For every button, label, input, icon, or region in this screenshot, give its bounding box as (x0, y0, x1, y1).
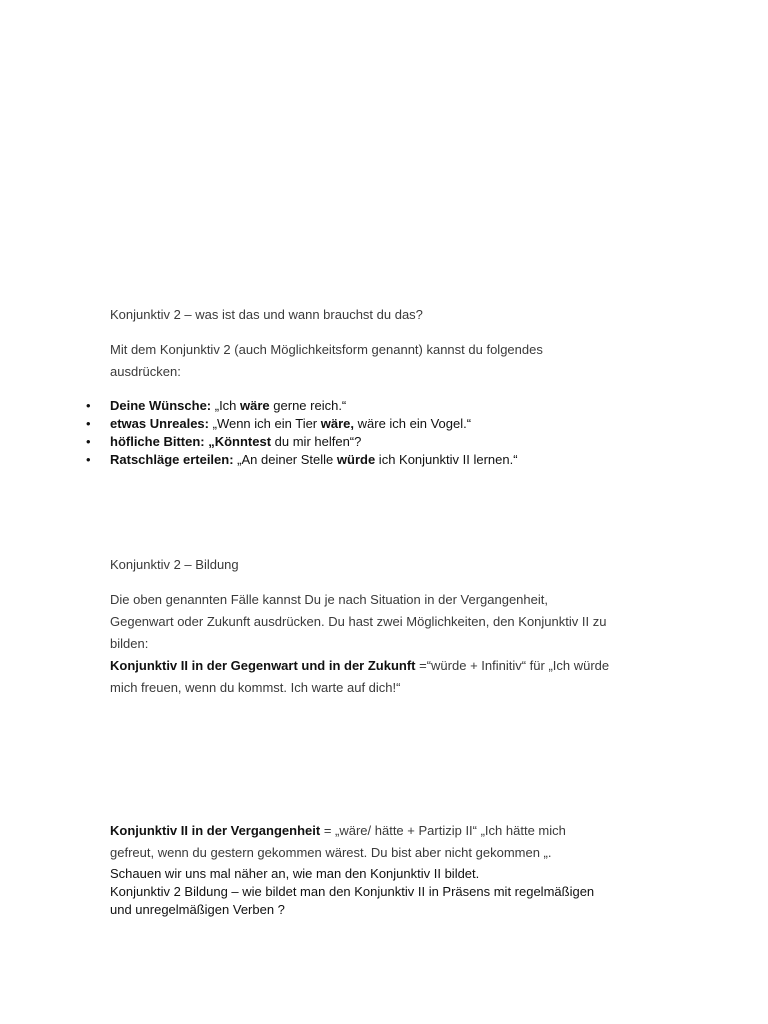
bildung-line-2: Gegenwart oder Zukunft ausdrücken. Du hast zwei Möglichkeiten, den Konjunktiv II zu (110, 614, 607, 629)
bullet-text: ich Konjunktiv II lernen.“ (375, 452, 518, 467)
intro-paragraph (110, 339, 670, 383)
heading-text: Konjunktiv 2 – was ist das und wann brauchst du das? (110, 307, 423, 322)
bullet-text: „Wenn ich ein Tier (209, 416, 321, 431)
vergangenheit-rule: = „wäre/ hätte + Partizip II“ „Ich hätte mich (320, 823, 566, 838)
bullet-dot: • (86, 452, 91, 467)
bullet-emphasis: wäre, (320, 416, 355, 431)
bullet-emphasis: würde (336, 452, 376, 467)
closing-line-2: Konjunktiv 2 Bildung – wie bildet man den Konjunktiv II in Präsens mit regelmäßigen (110, 884, 595, 899)
bullet-dot: • (86, 416, 91, 431)
heading-text: Konjunktiv 2 – Bildung (110, 557, 239, 572)
bullet-item (86, 433, 670, 451)
usage-bullet-list (86, 397, 670, 469)
closing-paragraph (110, 865, 670, 919)
bildung-paragraph (110, 589, 670, 699)
bullet-text: gerne reich.“ (269, 398, 347, 413)
vergangenheit-label: Konjunktiv II in der Vergangenheit (110, 823, 321, 838)
bullet-label: Ratschläge erteilen: (110, 452, 234, 467)
vergangenheit-line-2: gefreut, wenn du gestern gekommen wärest. Du bist aber nicht gekommen „. (110, 845, 552, 860)
bullet-item (86, 451, 670, 469)
bullet-label: etwas Unreales: (110, 416, 209, 431)
bullet-dot: • (86, 398, 91, 413)
gegenwart-label: Konjunktiv II in der Gegenwart und in der Zukunft (110, 658, 416, 673)
intro-line-2: ausdrücken: (110, 364, 181, 379)
section-heading-bildung (110, 554, 670, 576)
bullet-label: höfliche Bitten: „Könntest (110, 434, 272, 449)
bullet-text: „An deiner Stelle (233, 452, 337, 467)
bullet-dot: • (86, 434, 91, 449)
gegenwart-rule: =“würde + Infinitiv“ für „Ich würde (415, 658, 610, 673)
closing-line-3: und unregelmäßigen Verben ? (110, 902, 285, 917)
vergangenheit-line-1 (110, 820, 670, 842)
bullet-text: du mir helfen“? (271, 434, 362, 449)
bullet-label: Deine Wünsche: (110, 398, 212, 413)
vergangenheit-paragraph (110, 820, 670, 864)
closing-line-1: Schauen wir uns mal näher an, wie man den Konjunktiv II bildet. (110, 866, 480, 881)
section-heading-konjunktiv-2 (110, 304, 670, 326)
intro-line-1: Mit dem Konjunktiv 2 (auch Möglichkeitsform genannt) kannst du folgendes (110, 342, 543, 357)
bullet-emphasis: wäre (240, 398, 270, 413)
bildung-line-3: bilden: (110, 636, 149, 651)
bullet-item (86, 415, 670, 433)
bullet-text: wäre ich ein Vogel.“ (354, 416, 472, 431)
bildung-line-1: Die oben genannten Fälle kannst Du je nach Situation in der Vergangenheit, (110, 592, 548, 607)
bildung-line-5: mich freuen, wenn du kommst. Ich warte auf dich!“ (110, 680, 401, 695)
bullet-text: „Ich (211, 398, 241, 413)
bildung-line-4 (110, 655, 670, 677)
bullet-item (86, 397, 670, 415)
